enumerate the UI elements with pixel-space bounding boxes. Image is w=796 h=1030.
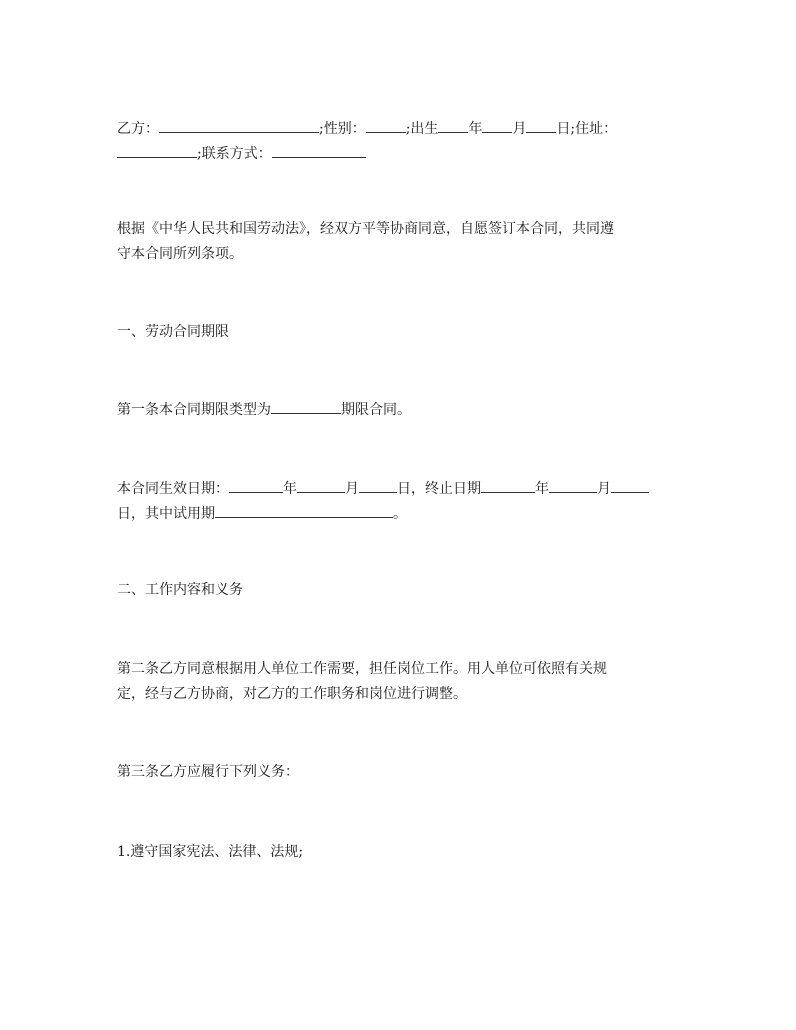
- effective-dates-line-1: [117, 478, 649, 499]
- probation-label: 日，其中试用期: [117, 506, 215, 522]
- end-date-label: 日，终止日期: [397, 481, 481, 497]
- party-b-line-2: [117, 143, 366, 164]
- start-year-blank[interactable]: [229, 478, 283, 493]
- address-blank[interactable]: [117, 143, 197, 158]
- contact-blank[interactable]: [272, 143, 366, 158]
- day-address-label: 日;住址：: [556, 121, 618, 137]
- end-day-blank[interactable]: [611, 478, 649, 493]
- probation-blank[interactable]: [215, 503, 393, 518]
- article-2-line-1: 第二条乙方同意根据用人单位工作需要，担任岗位工作。用人单位可依照有关规: [117, 661, 607, 677]
- name-blank[interactable]: [159, 118, 319, 133]
- party-b-label: 乙方：: [117, 121, 159, 137]
- party-b-line-1: [117, 118, 617, 139]
- article-3: 第三条乙方应履行下列义务：: [117, 764, 299, 780]
- end-year-blank[interactable]: [481, 478, 535, 493]
- end-month-label: 月: [597, 481, 611, 497]
- article-1-prefix: 第一条本合同期限类型为: [117, 402, 271, 418]
- birth-day-blank[interactable]: [526, 118, 556, 133]
- birth-year-blank[interactable]: [438, 118, 468, 133]
- gender-label: ;性别：: [319, 121, 366, 137]
- start-month-blank[interactable]: [297, 478, 345, 493]
- effective-dates-line-2: [117, 503, 407, 524]
- period-end: 。: [393, 506, 407, 522]
- contact-label: ;联系方式：: [197, 146, 272, 162]
- section-heading-duties: 二、工作内容和义务: [117, 582, 243, 598]
- start-day-blank[interactable]: [359, 478, 397, 493]
- article-1: [117, 399, 411, 420]
- intro-line-2: 守本合同所列条项。: [117, 246, 243, 262]
- start-month-label: 月: [345, 481, 359, 497]
- gender-blank[interactable]: [366, 118, 406, 133]
- intro-line-1: 根据《中华人民共和国劳动法》，经双方平等协商同意，自愿签订本合同，共同遵: [117, 221, 614, 237]
- effective-date-label: 本合同生效日期：: [117, 481, 229, 497]
- year-label: 年: [468, 121, 483, 137]
- term-type-blank[interactable]: [271, 399, 341, 414]
- end-month-blank[interactable]: [549, 478, 597, 493]
- start-year-label: 年: [283, 481, 297, 497]
- article-1-suffix: 期限合同。: [341, 402, 411, 418]
- list-item-1: 1.遵守国家宪法、法律、法规;: [117, 844, 304, 860]
- birth-month-blank[interactable]: [482, 118, 512, 133]
- article-2-line-2: 定，经与乙方协商，对乙方的工作职务和岗位进行调整。: [117, 686, 467, 702]
- end-year-label: 年: [535, 481, 549, 497]
- month-label: 月: [512, 121, 527, 137]
- birth-label: ;出生: [405, 121, 439, 137]
- section-heading-term: 一、劳动合同期限: [117, 324, 229, 340]
